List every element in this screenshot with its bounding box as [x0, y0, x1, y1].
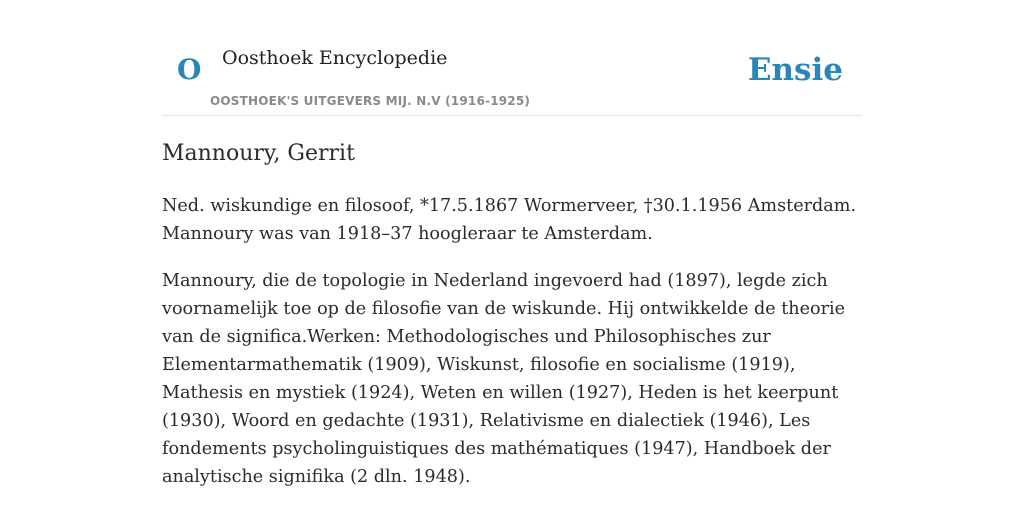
- article-paragraph-body: Mannoury, die de topologie in Nederland ingevoerd had (1897), legde zich voornamelijk toe op de filosofie van de wiskunde. Hij ontwikkelde de theorie van de significa.Werken: Methodologisches und Philosophisches zur Elementarmathematik (1909), Wiskunst, filosofie en socialisme (1919), Mathesis en mystiek (1924), Weten en willen (1927), Heden is het keerpunt (1930), Woord en gedachte (1931), Relativisme en dialectiek (1946), Les fondements psycholinguistiques des mathématiques (1947), Handboek der analytische signifika (2 dln. 1948).: [162, 271, 846, 487]
- oosthoek-logo-icon[interactable]: O: [177, 53, 202, 86]
- article: [162, 138, 862, 491]
- article-title: Mannoury, Gerrit: [162, 141, 355, 166]
- article-paragraph-intro: Ned. wiskundige en filosoof, *17.5.1867 Wormerveer, †30.1.1956 Amsterdam. Mannoury was van 1918–37 hoogleraar te Amsterdam.: [162, 196, 857, 244]
- ensie-home-link[interactable]: Ensie: [747, 52, 843, 88]
- encyclopedia-title[interactable]: Oosthoek Encyclopedie: [222, 47, 448, 69]
- publisher-label: OOSTHOEK'S UITGEVERS MIJ. N.V (1916-1925): [210, 94, 531, 108]
- site-header: [162, 0, 862, 116]
